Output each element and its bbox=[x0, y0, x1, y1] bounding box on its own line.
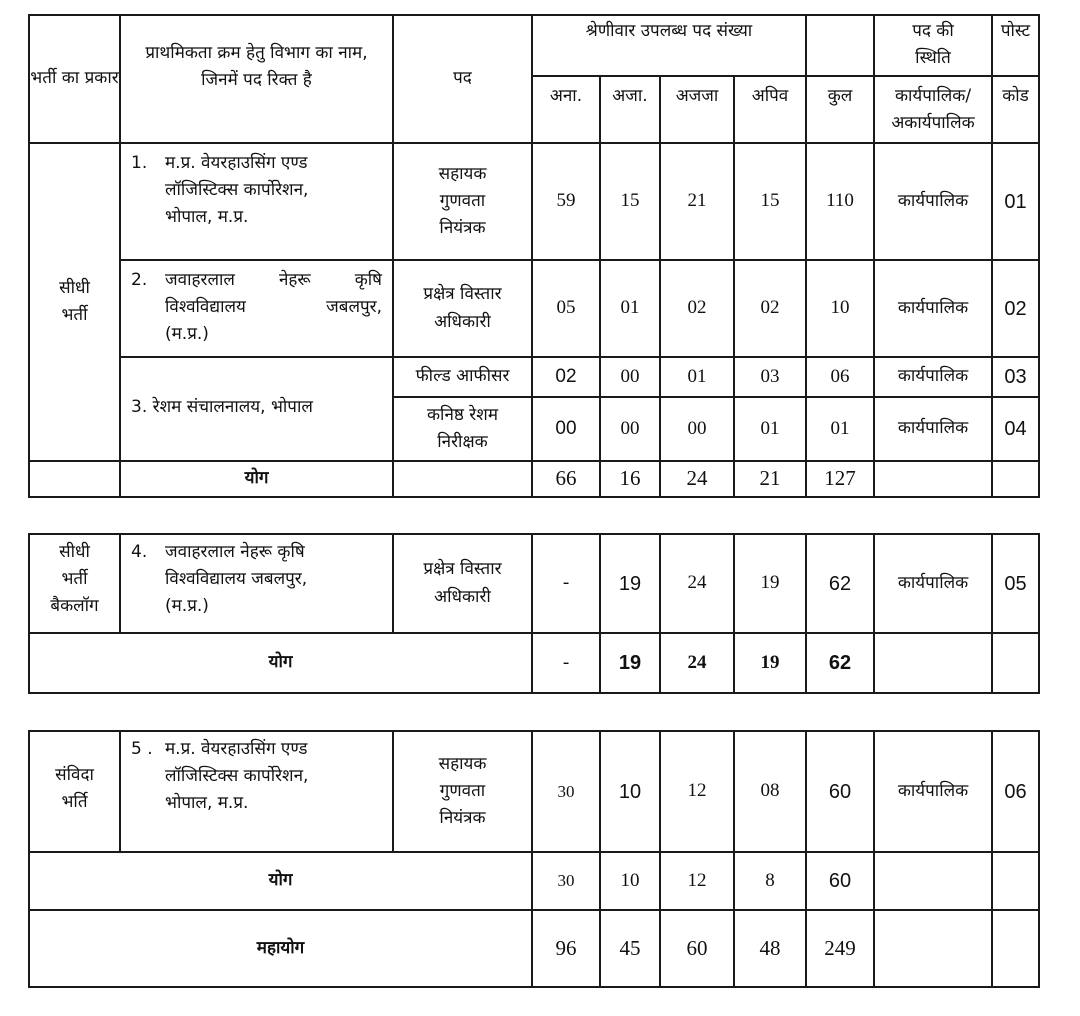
department-cell bbox=[120, 143, 393, 260]
count-obc: 08 bbox=[734, 731, 806, 852]
department-word: कृषि bbox=[354, 270, 382, 290]
department-line: विश्वविद्यालय जबलपुर, bbox=[165, 569, 308, 590]
total-total: 127 bbox=[806, 461, 874, 497]
department-line: 3. रेशम संचालनालय, भोपाल bbox=[131, 397, 313, 417]
header-total-blank bbox=[806, 15, 874, 76]
post-status: कार्यपालिक bbox=[874, 260, 992, 357]
count-st: 02 bbox=[660, 260, 734, 357]
recruitment-type-line: संविदा bbox=[55, 765, 94, 785]
blank-cell bbox=[992, 633, 1039, 693]
count-total: 10 bbox=[806, 260, 874, 357]
grand-total-st: 60 bbox=[660, 910, 734, 987]
department-word: नेहरू bbox=[278, 270, 311, 290]
post-name: फील्ड आफीसर bbox=[393, 357, 532, 397]
post-status: कार्यपालिक bbox=[874, 397, 992, 461]
count-total: 110 bbox=[806, 143, 874, 260]
count-sc: 15 bbox=[600, 143, 660, 260]
blank-cell bbox=[992, 852, 1039, 910]
count-un: 30 bbox=[532, 731, 600, 852]
count-obc: 01 bbox=[734, 397, 806, 461]
total-sc: 10 bbox=[600, 852, 660, 910]
department-line: (म.प्र.) bbox=[165, 324, 209, 345]
count-st: 24 bbox=[660, 534, 734, 633]
department-line: लॉजिस्टिक्स कार्पोरेशन, bbox=[165, 180, 309, 201]
total-st: 24 bbox=[660, 633, 734, 693]
post-code: 04 bbox=[992, 397, 1039, 461]
count-st: 00 bbox=[660, 397, 734, 461]
vacancy-table-direct bbox=[28, 14, 1040, 498]
total-un: 66 bbox=[532, 461, 600, 497]
count-st: 12 bbox=[660, 731, 734, 852]
department-line: म.प्र. वेयरहाउसिंग एण्ड bbox=[165, 739, 308, 759]
header-status-sub: कार्यपालिक/ अकार्यपालिक bbox=[874, 76, 992, 143]
header-category-group: श्रेणीवार उपलब्ध पद संख्या bbox=[532, 15, 806, 76]
count-obc: 03 bbox=[734, 357, 806, 397]
recruitment-type-direct bbox=[29, 143, 120, 461]
count-st: 21 bbox=[660, 143, 734, 260]
count-un: 00 bbox=[532, 397, 600, 461]
count-un: - bbox=[532, 534, 600, 633]
header-code-line2: कोड bbox=[992, 76, 1039, 143]
total-label: योग bbox=[120, 461, 393, 497]
grand-total-total: 249 bbox=[806, 910, 874, 987]
header-cat-obc: अपिव bbox=[734, 76, 806, 143]
post-status: कार्यपालिक bbox=[874, 534, 992, 633]
blank-cell bbox=[992, 910, 1039, 987]
count-un: 05 bbox=[532, 260, 600, 357]
header-post: पद bbox=[393, 15, 532, 143]
count-st: 01 bbox=[660, 357, 734, 397]
header-cat-sc: अजा. bbox=[600, 76, 660, 143]
header-status-line2: स्थिति bbox=[915, 48, 951, 69]
department-line: भोपाल, म.प्र. bbox=[165, 207, 249, 228]
count-sc: 10 bbox=[600, 731, 660, 852]
blank-cell bbox=[874, 852, 992, 910]
count-sc: 00 bbox=[600, 397, 660, 461]
post-code: 01 bbox=[992, 143, 1039, 260]
total-obc: 21 bbox=[734, 461, 806, 497]
header-total: कुल bbox=[806, 76, 874, 143]
department-cell bbox=[120, 534, 393, 633]
total-sc: 16 bbox=[600, 461, 660, 497]
blank-cell bbox=[29, 461, 120, 497]
post-name: प्रक्षेत्र विस्तार अधिकारी bbox=[393, 534, 532, 633]
header-cat-un: अना. bbox=[532, 76, 600, 143]
department-cell bbox=[120, 357, 393, 461]
recruitment-type-line: बैकलॉग bbox=[50, 596, 99, 617]
count-obc: 19 bbox=[734, 534, 806, 633]
blank-cell bbox=[874, 910, 992, 987]
department-line: (म.प्र.) bbox=[165, 596, 209, 617]
total-obc: 8 bbox=[734, 852, 806, 910]
count-sc: 00 bbox=[600, 357, 660, 397]
total-label: योग bbox=[29, 852, 532, 910]
post-name: सहायक गुणवता नियंत्रक bbox=[393, 143, 532, 260]
department-word: जवाहरलाल bbox=[165, 270, 235, 290]
header-code-line1: पोस्ट bbox=[992, 15, 1039, 76]
post-status: कार्यपालिक bbox=[874, 143, 992, 260]
header-recruitment-type: भर्ती का प्रकार bbox=[29, 15, 120, 143]
header-cat-st: अजजा bbox=[660, 76, 734, 143]
blank-cell bbox=[874, 633, 992, 693]
recruitment-type-line: भर्ति bbox=[61, 792, 88, 813]
count-obc: 02 bbox=[734, 260, 806, 357]
total-un: - bbox=[532, 633, 600, 693]
recruitment-type-label: सीधी भर्ती bbox=[59, 277, 90, 325]
header-status bbox=[874, 15, 992, 76]
department-line: जवाहरलाल नेहरू कृषि bbox=[165, 542, 305, 562]
count-un: 59 bbox=[532, 143, 600, 260]
department-cell bbox=[120, 260, 393, 357]
vacancy-table-backlog bbox=[28, 533, 1040, 694]
count-un: 02 bbox=[532, 357, 600, 397]
total-st: 12 bbox=[660, 852, 734, 910]
post-name: कनिष्ठ रेशम निरीक्षक bbox=[393, 397, 532, 461]
department-cell bbox=[120, 731, 393, 852]
post-status: कार्यपालिक bbox=[874, 357, 992, 397]
grand-total-un: 96 bbox=[532, 910, 600, 987]
post-code: 06 bbox=[992, 731, 1039, 852]
grand-total-label: महायोग bbox=[29, 910, 532, 987]
blank-cell bbox=[393, 461, 532, 497]
recruitment-type-line: सीधी bbox=[59, 542, 90, 562]
count-total: 60 bbox=[806, 731, 874, 852]
post-code: 03 bbox=[992, 357, 1039, 397]
count-sc: 19 bbox=[600, 534, 660, 633]
department-word: विश्वविद्यालय bbox=[165, 297, 246, 318]
department-number: 1. bbox=[131, 153, 148, 173]
blank-cell bbox=[874, 461, 992, 497]
grand-total-obc: 48 bbox=[734, 910, 806, 987]
department-number: 4. bbox=[131, 542, 148, 562]
department-number: 5 . bbox=[131, 739, 153, 759]
count-sc: 01 bbox=[600, 260, 660, 357]
post-name: प्रक्षेत्र विस्तार अधिकारी bbox=[393, 260, 532, 357]
recruitment-type-line: भर्ती bbox=[61, 569, 88, 590]
total-label: योग bbox=[29, 633, 532, 693]
department-line: लॉजिस्टिक्स कार्पोरेशन, bbox=[165, 766, 309, 787]
total-total: 60 bbox=[806, 852, 874, 910]
count-total: 06 bbox=[806, 357, 874, 397]
recruitment-type-backlog bbox=[29, 534, 120, 633]
post-status: कार्यपालिक bbox=[874, 731, 992, 852]
vacancy-table-contract bbox=[28, 730, 1040, 988]
count-total: 01 bbox=[806, 397, 874, 461]
department-line: भोपाल, म.प्र. bbox=[165, 793, 249, 814]
post-code: 05 bbox=[992, 534, 1039, 633]
blank-cell bbox=[992, 461, 1039, 497]
grand-total-sc: 45 bbox=[600, 910, 660, 987]
total-total: 62 bbox=[806, 633, 874, 693]
post-code: 02 bbox=[992, 260, 1039, 357]
department-line: म.प्र. वेयरहाउसिंग एण्ड bbox=[165, 153, 308, 173]
header-department: प्राथमिकता क्रम हेतु विभाग का नाम, जिनमें पद रिक्त है bbox=[120, 15, 393, 143]
department-number: 2. bbox=[131, 270, 148, 290]
total-un: 30 bbox=[532, 852, 600, 910]
total-sc: 19 bbox=[600, 633, 660, 693]
recruitment-type-contract bbox=[29, 731, 120, 852]
header-status-line1: पद की bbox=[912, 21, 954, 41]
total-st: 24 bbox=[660, 461, 734, 497]
count-obc: 15 bbox=[734, 143, 806, 260]
count-total: 62 bbox=[806, 534, 874, 633]
post-name: सहायक गुणवता नियंत्रक bbox=[393, 731, 532, 852]
department-word: जबलपुर, bbox=[326, 297, 382, 318]
total-obc: 19 bbox=[734, 633, 806, 693]
